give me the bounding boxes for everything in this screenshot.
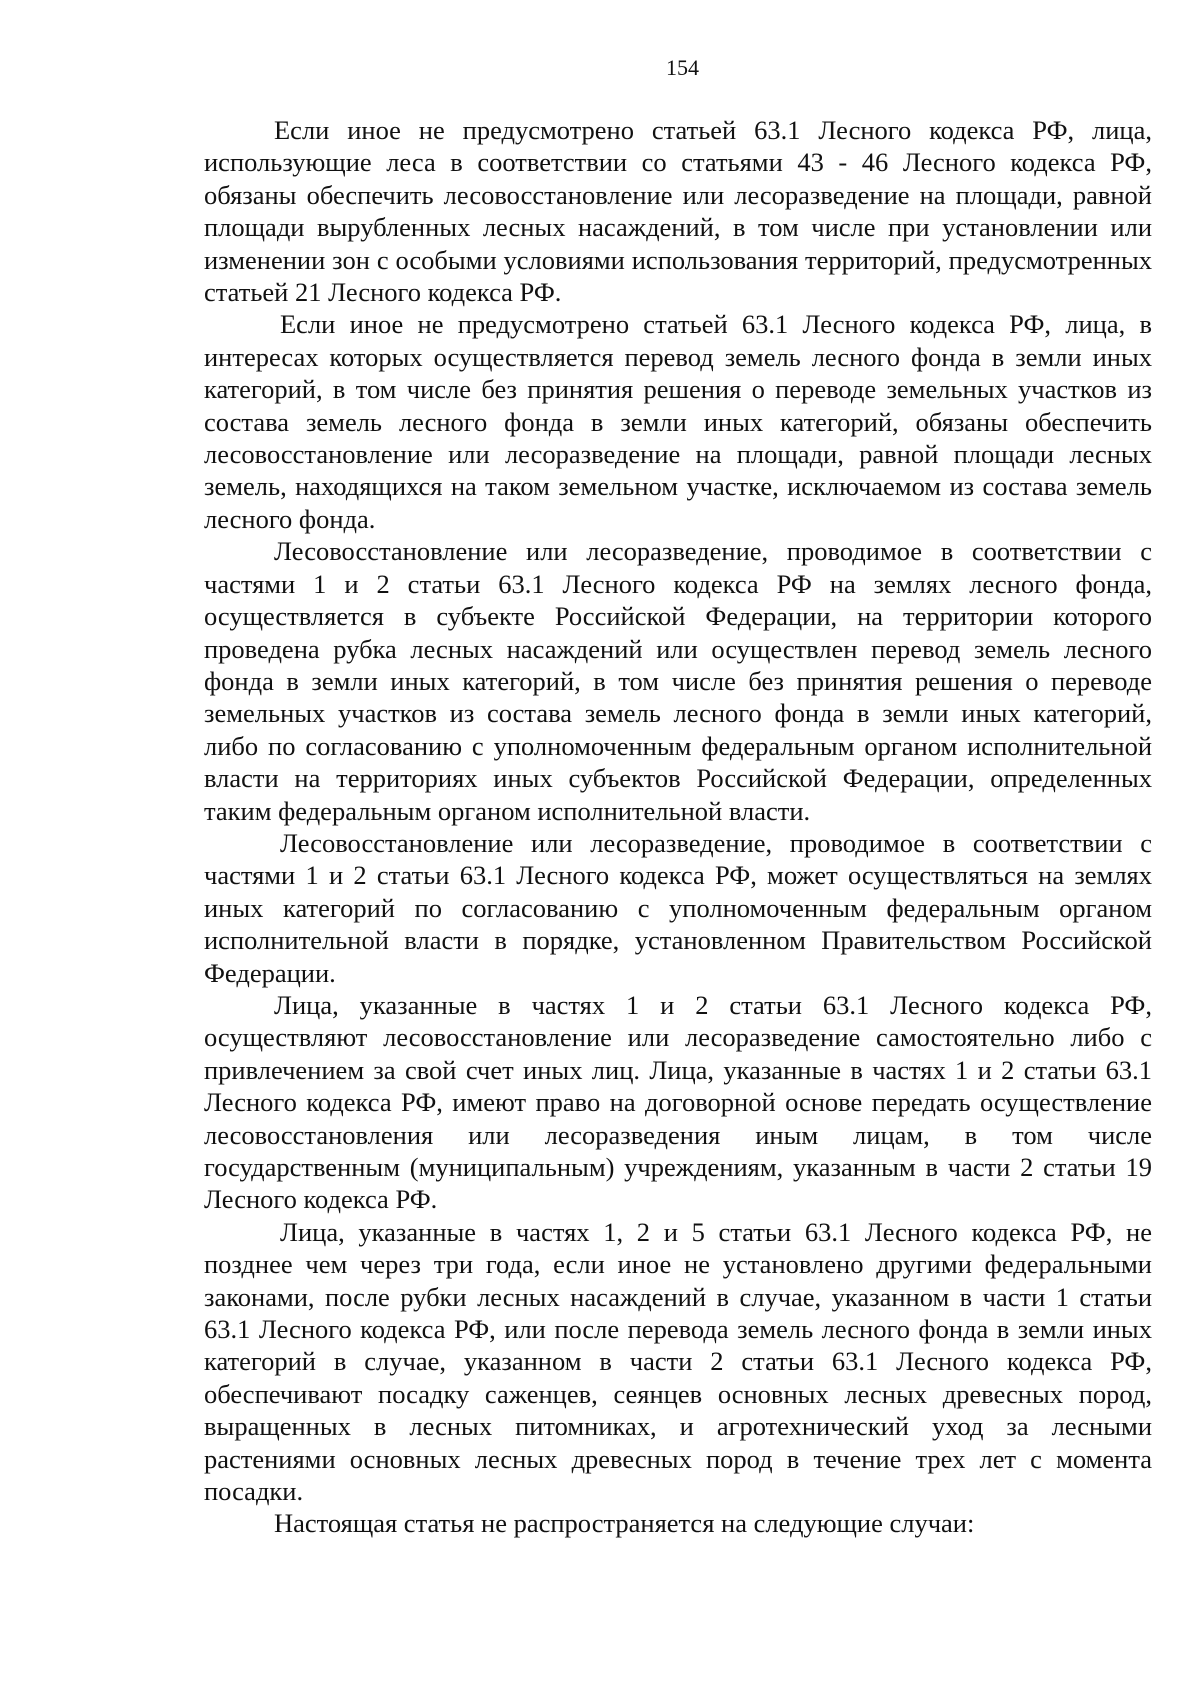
paragraph: Лица, указанные в частях 1, 2 и 5 статьи 63.1 Лесного кодекса РФ, не позднее чем через три года, если иное не установлено другими федеральными законами, после рубки лесных насаждений в случае, указанном в части 1 статьи 63.1 Лесного кодекса РФ, или после перевода земель лесного фонда в земли иных категорий в случае, указанном в части 2 статьи 63.1 Лесного кодекса РФ, обеспечивают посадку саженцев, сеянцев основных лесных древесных пород, выращенных в лесных питомниках, и агротехнический уход за лесными растениями основных лесных древесных пород в течение трех лет с момента посадки. [204,1216,1152,1507]
page-number: 154 [666,55,699,80]
paragraph: Лесовосстановление или лесоразведение, проводимое в соответствии с частями 1 и 2 статьи 63.1 Лесного кодекса РФ на землях лесного фонда, осуществляется в субъекте Российской Федерации, на территории которого проведена рубка лесных насаждений или осуществлен перевод земель лесного фонда в земли иных категорий, в том числе без принятия решения о переводе земельных участков из состава земель лесного фонда в земли иных категорий, либо по согласованию с уполномоченным федеральным органом исполнительной власти на территориях иных субъектов Российской Федерации, определенных таким федеральным органом исполнительной власти. [204,536,1152,826]
body-text [204,114,1152,1540]
paragraph: Если иное не предусмотрено статьей 63.1 Лесного кодекса РФ, лица, использующие леса в соответствии со статьями 43 - 46 Лесного кодекса РФ, обязаны обеспечить лесовосстановление или лесоразведение на площади, равной площади вырубленных лесных насаждений, в том числе при установлении или изменении зон с особыми условиями использования территорий, предусмотренных статьей 21 Лесного кодекса РФ. [204,115,1152,308]
paragraph: Лица, указанные в частях 1 и 2 статьи 63.1 Лесного кодекса РФ, осуществляют лесовосстановление или лесоразведение самостоятельно либо с привлечением за свой счет иных лиц. Лица, указанные в частях 1 и 2 статьи 63.1 Лесного кодекса РФ, имеют право на договорной основе передать осуществление лесовосстановления или лесоразведения иным лицам, в том числе государственным (муниципальным) учреждениям, указанным в части 2 статьи 19 Лесного кодекса РФ. [204,989,1152,1215]
paragraph: Лесовосстановление или лесоразведение, проводимое в соответствии с частями 1 и 2 статьи 63.1 Лесного кодекса РФ, может осуществляться на землях иных категорий по согласованию с уполномоченным федеральным органом исполнительной власти в порядке, установленном Правительством Российской Федерации. [204,827,1152,988]
paragraph: Настоящая статья не распространяется на следующие случаи: [274,1508,975,1539]
paragraph: Если иное не предусмотрено статьей 63.1 Лесного кодекса РФ, лица, в интересах которых осуществляется перевод земель лесного фонда в земли иных категорий, в том числе без принятия решения о переводе земельных участков из состава земель лесного фонда в земли иных категорий, обязаны обеспечить лесовосстановление или лесоразведение на площади, равной площади лесных земель, находящихся на таком земельном участке, исключаемом из состава земель лесного фонда. [204,309,1152,534]
